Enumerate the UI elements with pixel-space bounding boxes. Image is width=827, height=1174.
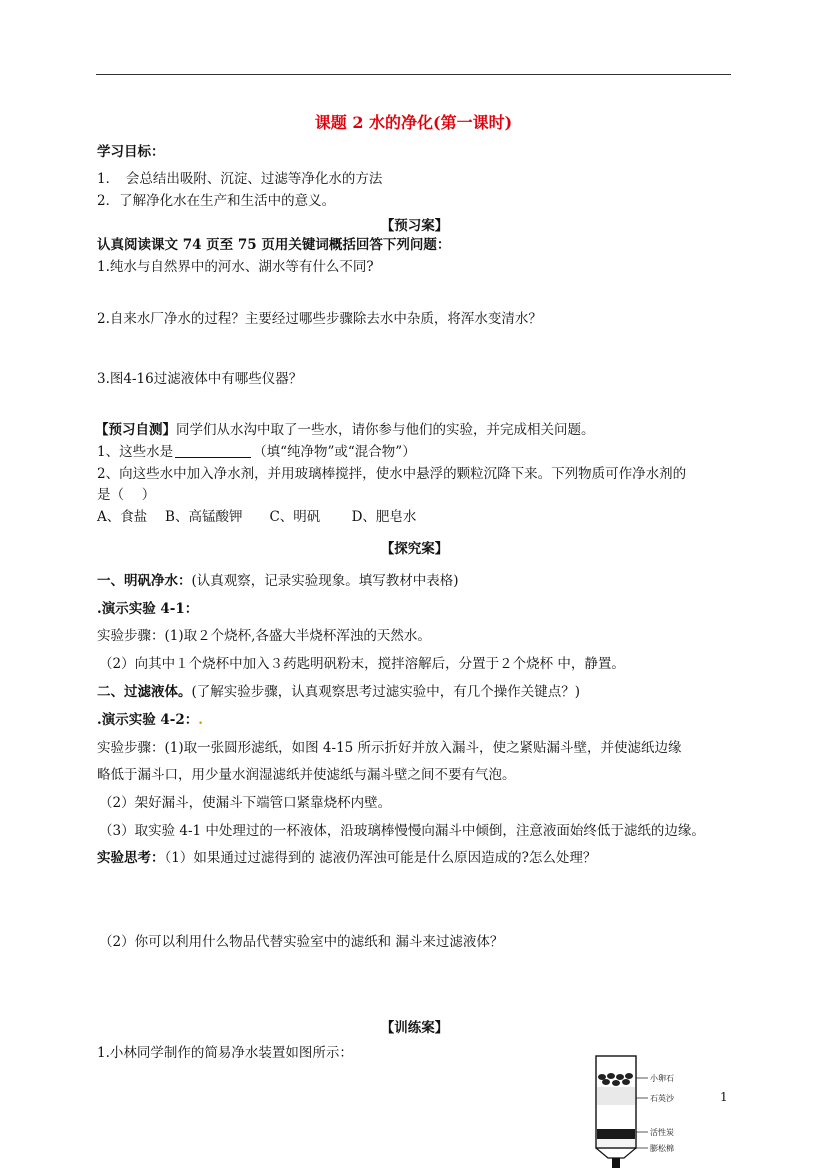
label-quartz-sand: 石英沙 [650, 1094, 674, 1103]
page-number: 1 [720, 1090, 728, 1104]
preview-question-3: 3.图4-16过滤液体中有哪些仪器？ [97, 371, 303, 387]
section-2-title [97, 683, 580, 701]
explore-heading: 【探究案】 [380, 541, 449, 557]
self-test-label: 【预习自测】 [95, 422, 176, 438]
section-1-title [97, 572, 459, 590]
training-question-1: 1.小林同学制作的简易净水装置如图所示： [97, 1045, 353, 1061]
demo-2-step-2: （2）架好漏斗，使漏斗下端管口紧靠烧杯内壁。 [99, 795, 392, 811]
q1-suffix: （填“纯净物”或“混合物”） [253, 444, 416, 460]
self-test-intro [95, 421, 595, 439]
demo-1-step-2: （2）向其中１个烧杯中加入３药匙明矾粉末，搅拌溶解后，分置于２个烧杯 中，静置。 [99, 656, 625, 672]
page-title: 课题 2 水的净化(第一课时) [314, 113, 513, 132]
objective-1: 1． 会总结出吸附、沉淀、过滤等净化水的方法 [97, 171, 383, 187]
objective-2: 2．了解净化水在生产和生活中的意义。 [97, 193, 336, 209]
preview-heading: 【预习案】 [380, 218, 449, 234]
section-1-label: 一、明矾净水： [97, 573, 192, 589]
preview-question-1: 1.纯水与自然界中的河水、湖水等有什么不同? [97, 259, 374, 275]
demo-2-step-3: （3）取实验 4-1 中处理过的一杯液体，沿玻璃棒慢慢向漏斗中倾倒，注意液面始终低于滤纸的边缘。 [99, 823, 705, 839]
think-question-2: （2）你可以利用什么物品代替实验室中的滤纸和 漏斗来过滤液体？ [99, 934, 504, 950]
self-test-question-1 [97, 443, 416, 461]
water-filter-figure [588, 1052, 708, 1174]
carbon-layer [597, 1129, 635, 1139]
preview-question-2: 2.自来水厂净水的过程？主要经过哪些步骤除去水中杂质，将浑水变清水？ [97, 311, 542, 327]
demo-2-label: .演示实验 4-2： [97, 712, 199, 728]
demo-2-step-1b: 略低于漏斗口，用少量水润湿滤纸并使滤纸与漏斗壁之间不要有气泡。 [97, 767, 516, 783]
label-activated-carbon: 活性炭 [650, 1128, 674, 1137]
demo-1-title: .演示实验 4-1： [97, 601, 199, 617]
section-2-label: 二、过滤液体。 [97, 684, 192, 700]
q1-prefix: 1、这些水是 [97, 444, 174, 460]
self-test-options: A、食盐 B、高锰酸钾 C、明矾 D、肥皂水 [97, 509, 417, 525]
self-test-question-2-line-2: 是（ ） [97, 487, 156, 503]
sand-layer [597, 1087, 635, 1105]
section-1-note: (认真观察，记录实验现象。填写教材中表格) [191, 573, 459, 589]
label-cotton: 膨松棉 [650, 1144, 674, 1153]
cotton-layer [597, 1139, 635, 1147]
label-pebbles: 小卵石 [650, 1074, 674, 1083]
header-rule [96, 74, 731, 75]
carbon-layer-gap [597, 1105, 635, 1129]
demo-2-mark: . [198, 712, 203, 728]
self-test-question-2-line-1: 2、向这些水中加入净水剂，并用玻璃棒搅拌，使水中悬浮的颗粒沉降下来。下列物质可作净水剂的 [97, 466, 687, 482]
think-label: 实验思考： [97, 850, 165, 866]
demo-2-title [97, 711, 203, 729]
pebble-layer [597, 1072, 635, 1086]
think-q1-text: （1）如果通过过滤得到的 滤液仍浑浊可能是什么原因造成的?怎么处理？ [164, 850, 597, 866]
preview-instruction: 认真阅读课文 74 页至 75 页用关键词概括回答下列问题： [97, 237, 451, 253]
demo-1-step-1: 实验步骤：(1)取２个烧杯,各盛大半烧杯浑浊的天然水。 [97, 628, 431, 644]
answer-blank[interactable] [175, 443, 251, 458]
section-2-note: (了解实验步骤，认真观察思考过滤实验中，有几个操作关键点？) [191, 684, 581, 700]
think-question-1 [97, 849, 596, 867]
objectives-heading: 学习目标： [97, 144, 165, 160]
training-heading: 【训练案】 [380, 1020, 449, 1036]
self-test-intro-text: 同学们从水沟中取了一些水，请你参与他们的实验，并完成相关问题。 [176, 422, 595, 438]
demo-2-step-1a: 实验步骤：(1)取一张圆形滤纸，如图 4-15 所示折好并放入漏斗，使之紧贴漏斗壁，并使滤纸边缘 [97, 740, 682, 756]
outlet-tube [612, 1158, 620, 1168]
